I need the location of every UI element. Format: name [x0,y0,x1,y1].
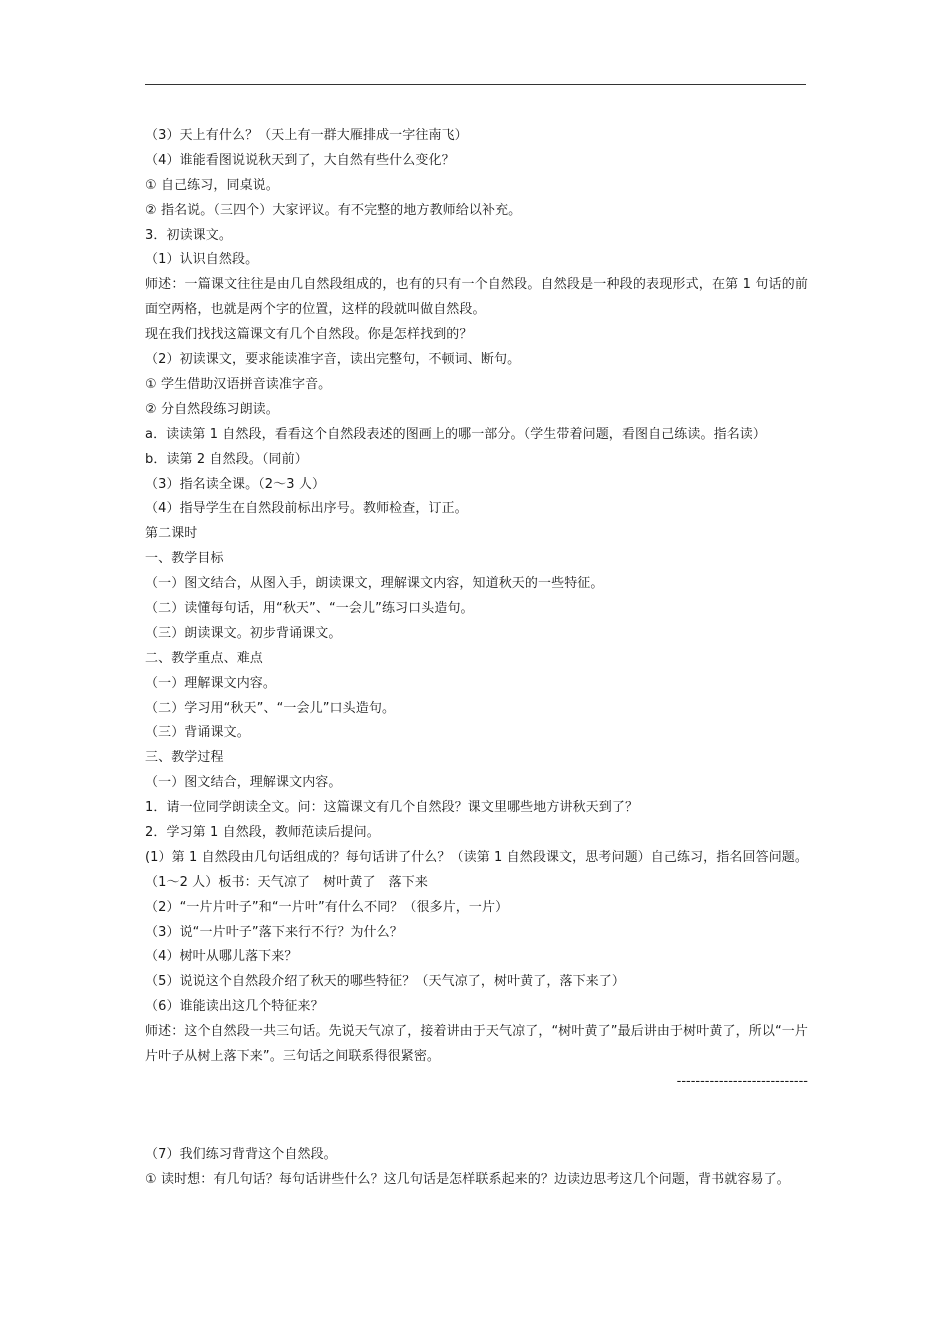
text-line: （2）初读课文，要求能读准字音，读出完整句，不顿词、断句。 [145,352,521,368]
text-line: b．读第 2 自然段。（同前） [145,451,308,467]
text-line: （3）天上有什么？（天上有一群大雁排成一字往南飞） [145,128,468,143]
section-heading: 一、教学目标 [145,551,224,567]
text-line: （2）“一片片叶子”和“一片叶”有什么不同？（很多片，一片） [145,899,509,915]
question-paragraph: (1）第 1 自然段由几句话组成的？每句话讲了什么？（读第 1 自然段课文，思考问题）自己练习，指名回答问题。（1～2 人）板书：天气凉了 树叶黄了 落下来 [145,849,808,890]
text-line: （4）指导学生在自然段前标出序号。教师检查，订正。 [145,501,468,517]
text-line: （三）朗读课文。初步背诵课文。 [145,625,342,641]
text-line: 3．初读课文。 [145,227,232,243]
text-line: a．读读第 1 自然段，看看这个自然段表述的图画上的哪一部分。（学生带着问题，看图自己练读。指名读） [145,426,767,442]
header-rule [145,84,806,85]
text-line: （7）我们练习背背这个自然段。 [145,1147,337,1162]
dashed-divider: ---------------------------- [676,1073,808,1089]
text-line: （3）说“一片叶子”落下来行不行？为什么？ [145,924,403,940]
text-line: （一）理解课文内容。 [145,675,277,691]
text-line: （3）指名读全课。（2～3 人） [145,476,326,492]
section-heading: 三、教学过程 [145,750,224,766]
section-heading: 二、教学重点、难点 [145,650,263,666]
lesson-text-block [145,124,808,1095]
text-line: （6）谁能读出这几个特征来？ [145,999,324,1015]
text-line: 现在我们找找这篇课文有几个自然段。你是怎样找到的？ [145,327,473,343]
text-line: ① 学生借助汉语拼音读准字音。 [145,376,332,392]
teacher-narration-paragraph: 师述：一篇课文往往是由几自然段组成的，也有的只有一个自然段。自然段是一种段的表现形式，在第 1 句话的前面空两格，也就是两个字的位置，这样的段就叫做自然段。 [145,277,808,318]
reading-tip-paragraph: ① 读时想：有几句话？每句话讲些什么？这几句话是怎样联系起来的？边读边思考这几个问题，背书就容易了。 [145,1171,790,1187]
text-line: （4）谁能看图说说秋天到了，大自然有些什么变化？ [145,152,455,168]
text-line: （一）图文结合，理解课文内容。 [145,775,342,791]
text-line: 2．学习第 1 自然段，教师范读后提问。 [145,824,380,840]
text-line: （1）认识自然段。 [145,252,259,268]
lesson-text-block-continued [145,1143,808,1193]
teacher-narration-paragraph: 师述：这个自然段一共三句话。先说天气凉了，接着讲由于天气凉了，“树叶黄了”最后讲由于树叶黄了，所以“一片片叶子从树上落下来”。三句话之间联系得很紧密。 [145,1024,808,1065]
text-line: （二）读懂每句话，用“秋天”、“一会儿”练习口头造句。 [145,600,474,616]
text-line: （4）树叶从哪儿落下来？ [145,949,298,965]
text-line: ② 指名说。（三四个）大家评议。有不完整的地方教师给以补充。 [145,202,522,218]
text-line: （5）说说这个自然段介绍了秋天的哪些特征？（天气凉了，树叶黄了，落下来了） [145,974,625,990]
text-line: （三）背诵课文。 [145,725,250,741]
section-heading: 第二课时 [145,526,198,542]
text-line: （二）学习用“秋天”、“一会儿”口头造句。 [145,700,396,716]
text-line: 1．请一位同学朗读全文。问：这篇课文有几个自然段？课文里哪些地方讲秋天到了？ [145,800,639,816]
text-line: ② 分自然段练习朗读。 [145,401,279,417]
text-line: ① 自己练习，同桌说。 [145,177,279,193]
text-line: （一）图文结合，从图入手，朗读课文，理解课文内容，知道秋天的一些特征。 [145,576,604,592]
